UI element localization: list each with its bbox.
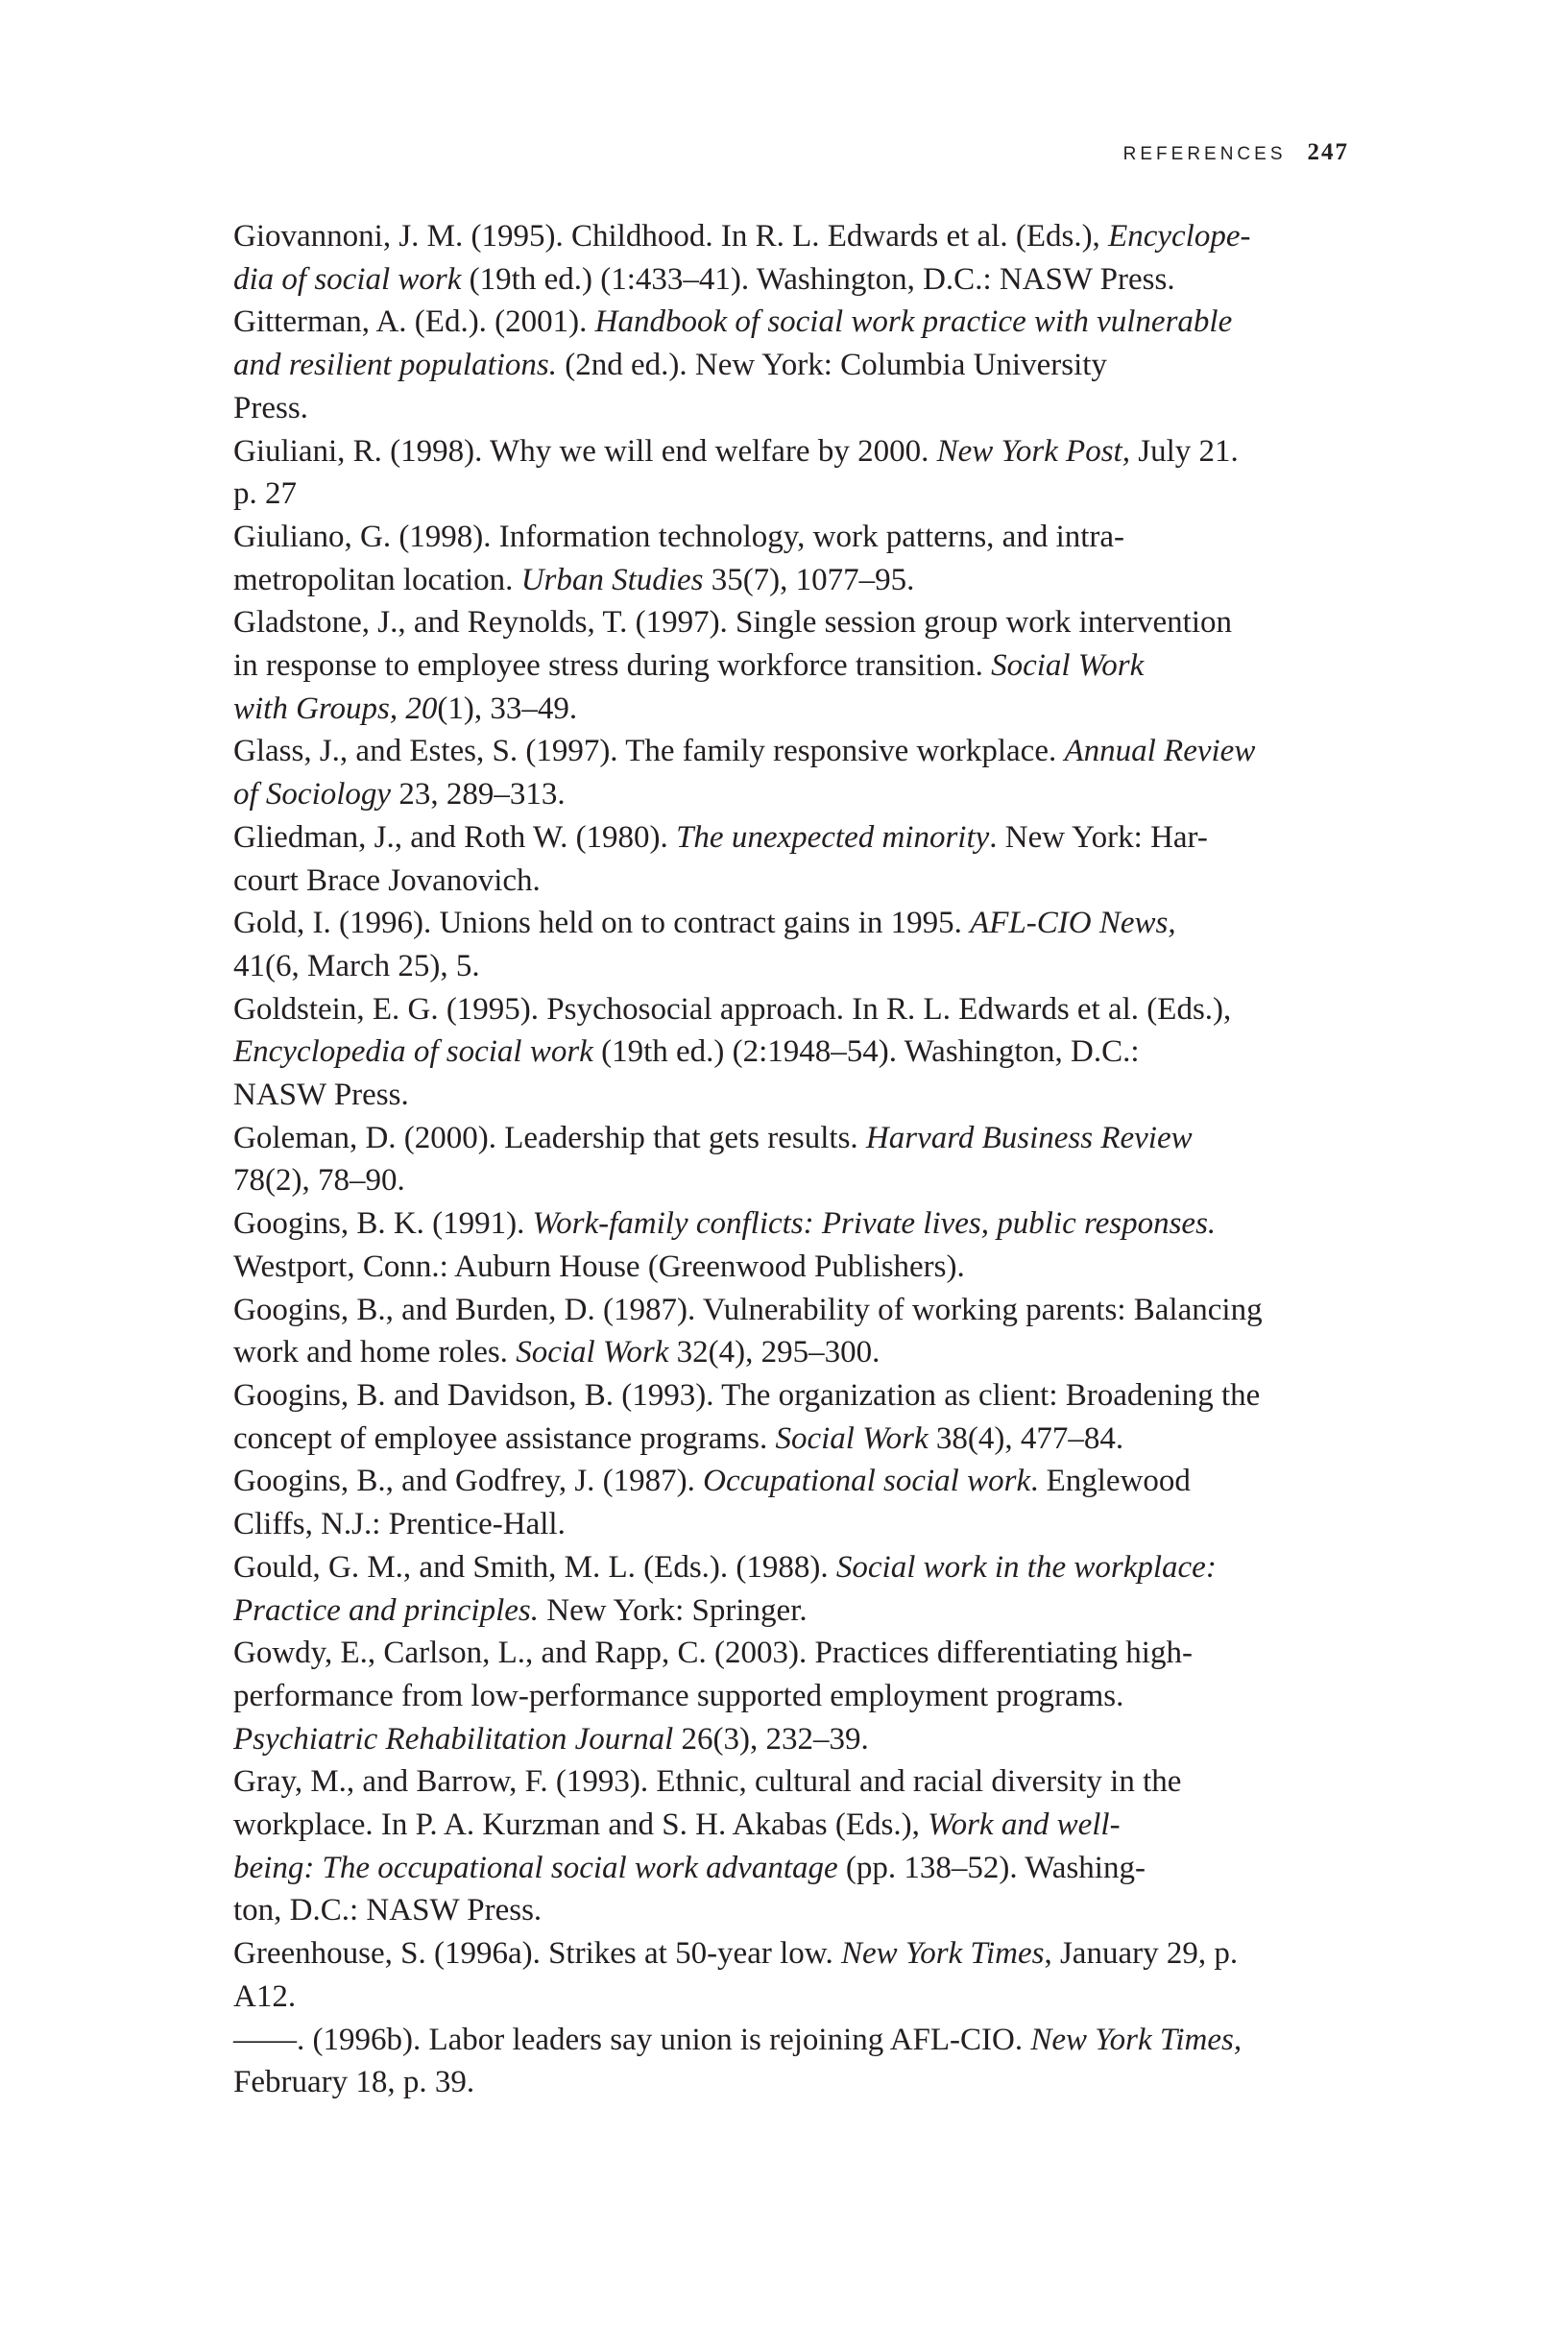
reference-entry [233, 215, 1347, 301]
reference-first-line [233, 1374, 1347, 1418]
reference-first-line [233, 988, 1347, 1031]
italic-title: Annual Review [1064, 734, 1256, 769]
reference-text: Goleman, D. (2000). Leadership that gets results. [233, 1120, 866, 1155]
reference-first-line [233, 902, 1347, 945]
reference-text: (2nd ed.). New York: Columbia University [557, 348, 1107, 383]
reference-text: Gold, I. (1996). Unions held on to contract gains in 1995. [233, 906, 971, 941]
italic-title: Harvard Business Review [865, 1120, 1193, 1155]
reference-continuation-line [233, 860, 1347, 903]
italic-title: Social work in the workplace: [835, 1549, 1217, 1585]
reference-continuation-line [233, 1074, 1347, 1117]
reference-continuation-line [233, 945, 1347, 988]
reference-text: 38(4), 477–84. [928, 1420, 1124, 1456]
reference-first-line [233, 215, 1347, 258]
reference-entry [233, 1760, 1347, 1932]
reference-text: 32(4), 295–300. [668, 1335, 880, 1370]
reference-continuation-line [233, 1246, 1347, 1289]
reference-continuation-line [233, 1031, 1347, 1074]
reference-text: (19th ed.) (2:1948–54). Washington, D.C.: [592, 1034, 1140, 1070]
reference-continuation-line [233, 1331, 1347, 1374]
reference-text: Gliedman, J., and Roth W. (1980). [233, 819, 677, 855]
reference-text: Gowdy, E., Carlson, L., and Rapp, C. (2003). Practices differentiating high- [233, 1636, 1193, 1671]
reference-text: 35(7), 1077–95. [703, 562, 915, 597]
reference-entry [233, 1117, 1347, 1202]
reference-text: 26(3), 232–39. [673, 1721, 869, 1757]
page-number: 247 [1307, 139, 1349, 165]
reference-first-line [233, 1932, 1347, 1976]
reference-continuation-line [233, 1418, 1347, 1461]
reference-continuation-line [233, 1718, 1347, 1761]
reference-entry [233, 988, 1347, 1117]
reference-first-line [233, 601, 1347, 644]
reference-text: . Englewood [1030, 1464, 1191, 1499]
reference-first-line [233, 430, 1347, 473]
reference-text: 23, 289–313. [391, 777, 566, 812]
reference-text: Goldstein, E. G. (1995). Psychosocial approach. In R. L. Edwards et al. (Eds.), [233, 991, 1232, 1027]
reference-text: work and home roles. [233, 1335, 517, 1370]
reference-continuation-line [233, 688, 1347, 731]
running-head [1056, 139, 1349, 166]
reference-continuation-line [233, 258, 1347, 302]
reference-text: A12. [233, 1978, 297, 2014]
reference-text: concept of employee assistance programs. [233, 1420, 776, 1456]
reference-continuation-line [233, 1804, 1347, 1847]
reference-text: July 21. [1129, 433, 1239, 469]
italic-title: The unexpected minority [676, 819, 990, 855]
italic-title: of Sociology [233, 777, 392, 812]
reference-text: Gray, M., and Barrow, F. (1993). Ethnic, cultural and racial diversity in the [233, 1764, 1182, 1800]
italic-title: AFL-CIO News, [970, 906, 1176, 941]
reference-text: court Brace Jovanovich. [233, 862, 541, 898]
reference-first-line [233, 1202, 1347, 1246]
reference-continuation-line [233, 1976, 1347, 2019]
reference-entry [233, 601, 1347, 730]
reference-text: Gitterman, A. (Ed.). (2001). [233, 304, 595, 340]
reference-text: Giuliani, R. (1998). Why we will end welfare by 2000. [233, 433, 937, 469]
reference-continuation-line [233, 644, 1347, 688]
italic-title: being: The occupational social work advantage [233, 1850, 838, 1885]
reference-entry [233, 1202, 1347, 1288]
italic-title: Social Work [991, 648, 1145, 684]
reference-first-line [233, 1760, 1347, 1804]
reference-first-line [233, 816, 1347, 860]
reference-entry [233, 430, 1347, 516]
reference-entry [233, 730, 1347, 815]
reference-text: Press. [233, 390, 308, 425]
reference-entry [233, 2019, 1347, 2104]
italic-title: New York Times [840, 1936, 1045, 1972]
reference-text: (pp. 138–52). Washing- [837, 1850, 1146, 1885]
reference-entry [233, 1546, 1347, 1632]
reference-first-line [233, 730, 1347, 773]
italic-title: Practice and principles. [233, 1592, 540, 1628]
italic-title: Social Work [775, 1420, 929, 1456]
reference-text: Googins, B., and Burden, D. (1987). Vulnerability of working parents: Balancing [233, 1292, 1263, 1327]
reference-continuation-line [233, 1889, 1347, 1932]
reference-entry [233, 1932, 1347, 2018]
reference-text: Giovannoni, J. M. (1995). Childhood. In R. L. Edwards et al. (Eds.), [233, 219, 1109, 254]
reference-entry [233, 1289, 1347, 1374]
italic-title: Work-family conflicts: Private lives, public responses. [532, 1206, 1217, 1242]
italic-title: with Groups, 20 [233, 691, 438, 726]
reference-text: Gladstone, J., and Reynolds, T. (1997). Single session group work intervention [233, 605, 1232, 641]
reference-text: performance from low-performance supported employment programs. [233, 1678, 1124, 1713]
reference-list [233, 215, 1347, 2104]
reference-continuation-line [233, 1589, 1347, 1633]
italic-title: dia of social work [233, 261, 462, 297]
reference-entry [233, 301, 1347, 429]
reference-text: Glass, J., and Estes, S. (1997). The family responsive workplace. [233, 734, 1065, 769]
reference-text: ——. (1996b). Labor leaders say union is rejoining AFL-CIO. [233, 2022, 1031, 2057]
italic-title: and resilient populations. [233, 348, 558, 383]
italic-title: Occupational social work [703, 1464, 1031, 1499]
reference-entry [233, 1632, 1347, 1760]
reference-text: Westport, Conn.: Auburn House (Greenwood Publishers). [233, 1249, 965, 1284]
reference-text: 78(2), 78–90. [233, 1163, 405, 1199]
reference-text: Googins, B. K. (1991). [233, 1206, 533, 1242]
reference-entry [233, 902, 1347, 987]
reference-text: p. 27 [233, 476, 297, 512]
reference-entry [233, 516, 1347, 601]
reference-continuation-line [233, 1159, 1347, 1202]
reference-continuation-line [233, 473, 1347, 516]
reference-text: ton, D.C.: NASW Press. [233, 1893, 543, 1928]
italic-title: Urban Studies [520, 562, 704, 597]
reference-first-line [233, 1546, 1347, 1589]
reference-first-line [233, 1632, 1347, 1675]
reference-text: Giuliano, G. (1998). Information technology, work patterns, and intra- [233, 519, 1125, 554]
reference-text: (19th ed.) (1:433–41). Washington, D.C.: NASW Press. [461, 261, 1175, 297]
reference-entry [233, 1460, 1347, 1545]
reference-continuation-line [233, 559, 1347, 602]
italic-title: Social Work [516, 1335, 669, 1370]
reference-text: Googins, B. and Davidson, B. (1993). The organization as client: Broadening the [233, 1377, 1261, 1413]
italic-title: Encyclope- [1108, 219, 1251, 254]
reference-entry [233, 1374, 1347, 1460]
reference-continuation-line [233, 1847, 1347, 1890]
reference-first-line [233, 301, 1347, 344]
reference-continuation-line [233, 387, 1347, 430]
reference-text: metropolitan location. [233, 562, 521, 597]
reference-first-line [233, 1289, 1347, 1332]
reference-text: Cliffs, N.J.: Prentice-Hall. [233, 1507, 566, 1542]
reference-text: in response to employee stress during workforce transition. [233, 648, 992, 684]
reference-entry [233, 816, 1347, 902]
reference-first-line [233, 1117, 1347, 1160]
reference-first-line [233, 516, 1347, 559]
reference-continuation-line [233, 773, 1347, 816]
reference-continuation-line [233, 2061, 1347, 2104]
reference-text: Gould, G. M., and Smith, M. L. (Eds.). (1988). [233, 1549, 836, 1585]
reference-text: (1), 33–49. [437, 691, 578, 726]
reference-first-line [233, 2019, 1347, 2062]
reference-text: February 18, p. 39. [233, 2065, 475, 2100]
italic-title: Work and well- [928, 1807, 1121, 1843]
italic-title: New York Post, [936, 433, 1130, 469]
reference-text: . New York: Har- [989, 819, 1208, 855]
section-title: REFERENCES [1122, 144, 1287, 164]
italic-title: New York Times, [1030, 2022, 1242, 2057]
reference-text: New York: Springer. [539, 1592, 808, 1628]
reference-text: Googins, B., and Godfrey, J. (1987). [233, 1464, 704, 1499]
reference-first-line [233, 1460, 1347, 1503]
reference-text: workplace. In P. A. Kurzman and S. H. Akabas (Eds.), [233, 1807, 929, 1843]
reference-text: , January 29, p. [1044, 1936, 1239, 1972]
reference-continuation-line [233, 1503, 1347, 1546]
reference-text: 41(6, March 25), 5. [233, 948, 480, 983]
reference-text: Greenhouse, S. (1996a). Strikes at 50-year low. [233, 1936, 841, 1972]
reference-text: NASW Press. [233, 1078, 409, 1113]
italic-title: Encyclopedia of social work [233, 1034, 593, 1070]
italic-title: Handbook of social work practice with vulnerable [594, 304, 1233, 340]
reference-continuation-line [233, 344, 1347, 387]
italic-title: Psychiatric Rehabilitation Journal [233, 1721, 674, 1757]
reference-continuation-line [233, 1675, 1347, 1718]
